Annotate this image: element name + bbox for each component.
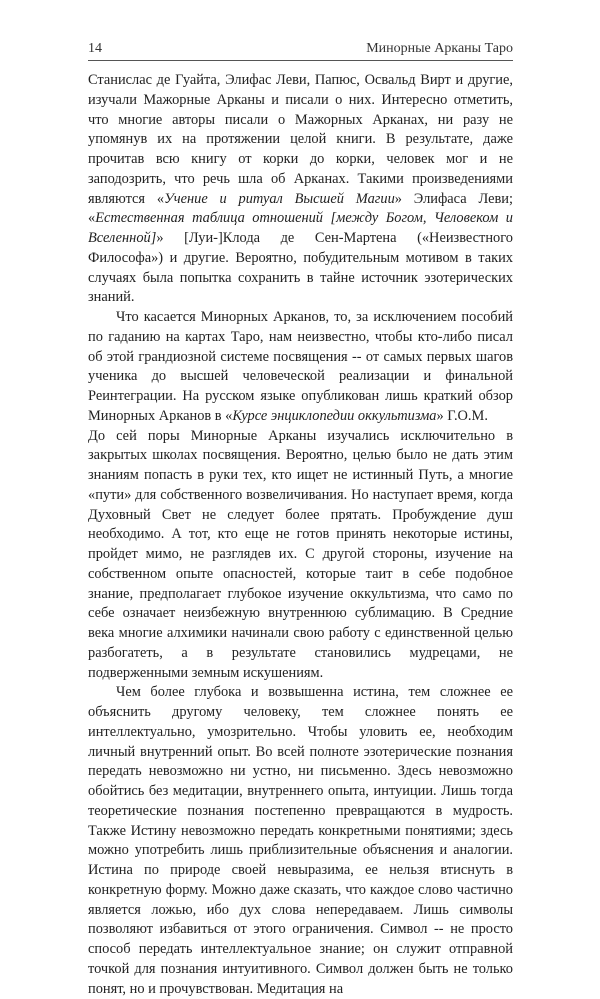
- paragraph: До сей поры Минорные Арканы изучались исключительно в закрытых школах посвящения. Вероятно, целью было не дать этим знаниям попасть в руки тех, кто ищет не истинный Путь, а многие «пути» для собственного возвеличивания. Но наступает время, когда Духовный Свет не следует более прятать. Пробуждение душ необходимо. А тот, кто еще не готов принять некоторые истины, пройдет мимо, не разглядев их. С другой стороны, изучение на собственном опыте опасностей, которые таит в себе подобное знание, предполагает глубокое изучение оккультизма, что само по себе означает неизбежную внутреннюю сублимацию. В Средние века многие алхимики начинали свою работу с единственной целью разбогатеть, а в результате становились мудрецами, не подверженными земным искушениям.: [88, 427, 513, 681]
- body-text: [88, 71, 513, 999]
- title-citation: Курсе энциклопедии оккультизма: [232, 407, 437, 424]
- running-header: [88, 38, 513, 61]
- title-citation: Учение и ритуал Высшей Магии: [164, 190, 395, 207]
- paragraph: Чем более глубока и возвышенна истина, тем сложнее ее объяснить другому человеку, тем сложнее понять ее интеллектуально, умозрительно. Чтобы уловить ее, необходим личный внутренний опыт. Во всей полноте эзотерические познания передать невозможно ни устно, ни письменно. Здесь невозможно обойтись без медитации, внутреннего опыта, интуиции. Лишь тогда теоретические познания постепенно превращаются в мудрость. Также Истину невозможно передать конкретными понятиями; здесь можно употребить лишь приблизительные объяснения и аналогии. Истина по природе своей невыразима, ее нельзя втиснуть в конкретную форму. Можно даже сказать, что каждое слово частично является ложью, ибо дух слова непередаваем. Лишь символы позволяют избавиться от этого ограничения. Символ -- не просто способ передать интеллектуальное знание; он служит отправной точкой для познания интуитивного. Символ должен быть не только понят, но и прочувствован. Медитация на: [88, 684, 513, 997]
- paragraph: Станислас де Гуайта, Элифас Леви, Папюс, Освальд Вирт и другие, изучали Мажорные Арканы и писали о них. Интересно отметить, что многие авторы писали о Мажорных Арканах, ни разу не упомянув их на протяжении целой книги. В результате, даже прочитав всю книгу от корки до корки, человек мог и не заподозрить, что речь шла об Арканах. Такими произведениями являются «Учение и ритуал Высшей Магии» Элифаса Леви; «Естественная таблица отношений [между Богом, Человеком и Вселенной]» [Луи-]Клода де Сен-Мартена («Неизвестного Философа») и другие. Вероятно, побудительным мотивом в таких случаях была попытка сохранить в тайне источник эзотерических знаний.: [88, 72, 513, 306]
- title-citation: Естественная таблица отношений [между Богом, Человеком и Вселенной]: [88, 210, 513, 246]
- book-title: Минорные Арканы Таро: [366, 41, 513, 56]
- page-number: 14: [88, 41, 102, 56]
- paragraph: Что касается Минорных Арканов, то, за исключением пособий по гаданию на картах Таро, нам неизвестно, чтобы кто-либо писал об этой грандиозной системе посвящения -- от самых первых шагов ученика до высшей человеческой реализации и финальной Реинтеграции. На русском языке опубликован лишь краткий обзор Минорных Арканов в «Курсе энциклопедии оккультизма» Г.О.М.: [88, 309, 513, 424]
